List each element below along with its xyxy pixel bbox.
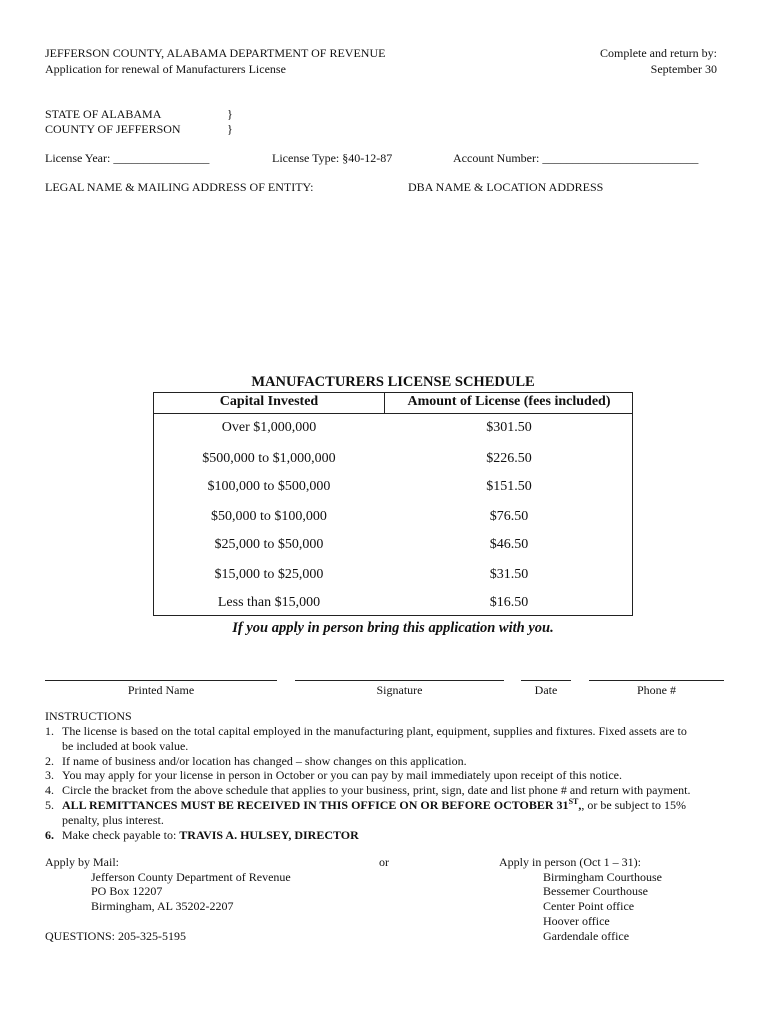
location-item: Bessemer Courthouse xyxy=(543,884,648,898)
mail-address-line: Jefferson County Department of Revenue xyxy=(91,870,291,884)
license-year-blank[interactable]: ________________ xyxy=(113,151,210,165)
complete-return-label: Complete and return by: xyxy=(600,46,717,60)
instructions-heading: INSTRUCTIONS xyxy=(45,709,132,723)
bracket-1: } xyxy=(227,107,233,121)
phone-line[interactable] xyxy=(589,680,724,681)
county-label: COUNTY OF JEFFERSON xyxy=(45,122,181,136)
in-person-note: If you apply in person bring this application with you. xyxy=(232,620,554,636)
capital-header: Capital Invested xyxy=(219,394,319,409)
license-type-label: License Type: xyxy=(272,151,340,165)
schedule-header xyxy=(154,393,632,414)
amount-cell: $46.50 xyxy=(489,537,529,552)
list-item: 3. You may apply for your license in person in October or you can pay by mail immediately upon receipt of this notice. xyxy=(45,768,622,783)
signature-line[interactable] xyxy=(295,680,504,681)
license-type-field xyxy=(272,151,392,166)
location-item: Center Point office xyxy=(543,899,635,913)
printed-name-label: Printed Name xyxy=(127,683,195,697)
license-year-label: License Year: xyxy=(45,151,111,165)
amount-cell: $151.50 xyxy=(486,479,532,494)
capital-cell: Less than $15,000 xyxy=(217,595,321,610)
list-item: 2. If name of business and/or location has changed – show changes on this application. xyxy=(45,753,467,768)
account-number-blank[interactable]: __________________________ xyxy=(542,151,699,165)
location-item: Hoover office xyxy=(543,914,610,928)
date-line[interactable] xyxy=(521,680,571,681)
instructions-list xyxy=(45,724,725,842)
capital-cell: $25,000 to $50,000 xyxy=(214,537,324,552)
capital-cell: $15,000 to $25,000 xyxy=(214,567,324,582)
license-schedule-table xyxy=(153,392,633,616)
list-item: 5. ALL REMITTANCES MUST BE RECEIVED IN THIS OFFICE ON OR BEFORE OCTOBER 31ST,, or be subject to 15% penalty, plus interest. xyxy=(45,796,687,827)
location-item: Birmingham Courthouse xyxy=(543,870,662,884)
location-item: Gardendale office xyxy=(543,929,630,943)
capital-cell: $100,000 to $500,000 xyxy=(207,479,331,494)
due-date: September 30 xyxy=(650,62,717,76)
mail-label: Apply by Mail: xyxy=(45,855,119,869)
capital-cell: $500,000 to $1,000,000 xyxy=(202,451,336,466)
schedule-title: MANUFACTURERS LICENSE SCHEDULE xyxy=(251,374,535,390)
account-number-label: Account Number: xyxy=(453,151,540,165)
phone-label: Phone # xyxy=(637,683,676,697)
capital-cell: $50,000 to $100,000 xyxy=(211,509,327,524)
amount-cell: $76.50 xyxy=(489,509,529,524)
mail-address-line: Birmingham, AL 35202-2207 xyxy=(91,899,234,913)
in-person-label: Apply in person (Oct 1 – 31): xyxy=(499,855,641,869)
amount-cell: $31.50 xyxy=(489,567,529,582)
date-label: Date xyxy=(534,683,558,697)
capital-cell: Over $1,000,000 xyxy=(221,420,317,435)
mail-address-line: PO Box 12207 xyxy=(91,884,163,898)
form-subtitle: Application for renewal of Manufacturers License xyxy=(45,62,286,76)
signature-label: Signature xyxy=(376,683,423,697)
amount-cell: $226.50 xyxy=(486,451,532,466)
questions-phone: QUESTIONS: 205-325-5195 xyxy=(45,929,186,943)
agency-name: JEFFERSON COUNTY, ALABAMA DEPARTMENT OF REVENUE xyxy=(45,46,386,60)
state-label: STATE OF ALABAMA xyxy=(45,107,162,121)
legal-name-label: LEGAL NAME & MAILING ADDRESS OF ENTITY: xyxy=(45,180,314,194)
dba-label: DBA NAME & LOCATION ADDRESS xyxy=(408,180,604,194)
amount-header: Amount of License (fees included) xyxy=(407,394,611,409)
bracket-2: } xyxy=(227,122,233,136)
list-item: 6. Make check payable to: TRAVIS A. HULSEY, DIRECTOR xyxy=(45,827,359,842)
list-item: 4. Circle the bracket from the above schedule that applies to your business, print, sign, date and list phone # and return with payment. xyxy=(45,783,691,798)
account-number-field[interactable] xyxy=(453,151,698,166)
license-type-value: §40-12-87 xyxy=(342,151,393,165)
printed-name-line[interactable] xyxy=(45,680,277,681)
list-item: 1. The license is based on the total capital employed in the manufacturing plant, equipment, supplies and fixtures. Fixed assets are to be included at book value. xyxy=(45,724,687,753)
license-year-field[interactable] xyxy=(45,151,209,166)
or-label: or xyxy=(379,855,389,869)
amount-cell: $301.50 xyxy=(486,420,532,435)
amount-cell: $16.50 xyxy=(489,595,529,610)
